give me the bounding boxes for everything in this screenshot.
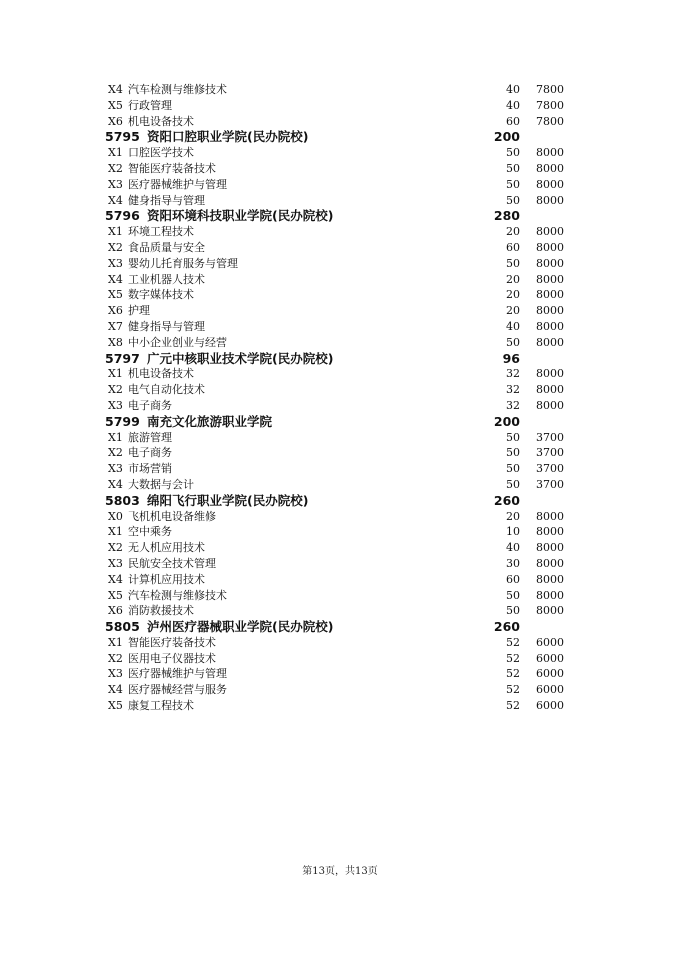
major-name: 飞机机电设备维修 xyxy=(128,509,216,523)
major-row xyxy=(0,524,680,540)
tuition-fee: 6000 xyxy=(536,683,564,697)
plan-count: 52 xyxy=(506,667,520,681)
major-row xyxy=(0,666,680,682)
major-code: X3 xyxy=(108,556,123,570)
plan-count: 50 xyxy=(506,477,520,491)
major-code: X1 xyxy=(108,367,123,381)
major-row xyxy=(0,477,680,493)
major-code: X5 xyxy=(108,288,123,302)
major-row xyxy=(0,588,680,604)
major-row xyxy=(0,398,680,414)
plan-count: 50 xyxy=(506,604,520,618)
major-row xyxy=(0,556,680,572)
school-code: 5796 xyxy=(105,208,140,224)
major-name: 电子商务 xyxy=(128,446,172,460)
school-plan-total: 96 xyxy=(502,350,520,366)
plan-count: 52 xyxy=(506,635,520,649)
plan-count: 20 xyxy=(506,509,520,523)
tuition-fee: 8000 xyxy=(536,193,564,207)
plan-count: 40 xyxy=(506,319,520,333)
major-row xyxy=(0,82,680,98)
tuition-fee: 3700 xyxy=(536,477,564,491)
school-code: 5795 xyxy=(105,129,140,145)
tuition-fee: 7800 xyxy=(536,83,564,96)
major-row xyxy=(0,319,680,335)
school-header-row xyxy=(0,493,680,509)
major-name: 机电设备技术 xyxy=(128,367,194,381)
major-name: 汽车检测与维修技术 xyxy=(128,83,227,96)
major-row xyxy=(0,540,680,556)
school-header-row xyxy=(0,351,680,367)
major-code: X1 xyxy=(108,225,123,239)
major-name: 护理 xyxy=(128,304,150,318)
tuition-fee: 8000 xyxy=(536,319,564,333)
plan-count: 50 xyxy=(506,193,520,207)
major-code: X6 xyxy=(108,304,123,318)
tuition-fee: 8000 xyxy=(536,304,564,318)
major-code: X2 xyxy=(108,651,123,665)
major-code: X5 xyxy=(108,98,123,112)
major-row xyxy=(0,382,680,398)
tuition-fee: 3700 xyxy=(536,462,564,476)
major-code: X4 xyxy=(108,272,123,286)
major-row xyxy=(0,161,680,177)
major-row xyxy=(0,287,680,303)
major-row xyxy=(0,145,680,161)
major-name: 口腔医学技术 xyxy=(128,146,194,160)
major-code: X4 xyxy=(108,193,123,207)
major-name: 医疗器械经营与服务 xyxy=(128,683,227,697)
major-row xyxy=(0,698,680,714)
major-code: X1 xyxy=(108,525,123,539)
tuition-fee: 8000 xyxy=(536,177,564,191)
major-code: X4 xyxy=(108,477,123,491)
school-plan-total: 200 xyxy=(493,413,520,429)
major-row xyxy=(0,603,680,619)
major-code: X6 xyxy=(108,604,123,618)
plan-count: 50 xyxy=(506,430,520,444)
major-code: X2 xyxy=(108,161,123,175)
major-name: 大数据与会计 xyxy=(128,477,194,491)
major-name: 市场营销 xyxy=(128,462,172,476)
major-row xyxy=(0,430,680,446)
school-header-row xyxy=(0,414,680,430)
plan-count: 40 xyxy=(506,541,520,555)
major-name: 智能医疗装备技术 xyxy=(128,161,216,175)
tuition-fee: 7800 xyxy=(536,114,564,128)
major-code: X0 xyxy=(108,509,123,523)
major-name: 食品质量与安全 xyxy=(128,240,205,254)
tuition-fee: 8000 xyxy=(536,256,564,270)
tuition-fee: 8000 xyxy=(536,509,564,523)
school-code: 5797 xyxy=(105,350,140,366)
school-plan-total: 280 xyxy=(493,208,520,224)
page-footer: 第13页，共13页 xyxy=(302,866,378,877)
major-row xyxy=(0,177,680,193)
major-code: X1 xyxy=(108,430,123,444)
major-code: X3 xyxy=(108,398,123,412)
major-name: 医疗器械维护与管理 xyxy=(128,667,227,681)
major-name: 电气自动化技术 xyxy=(128,383,205,397)
tuition-fee: 6000 xyxy=(536,699,564,713)
major-code: X7 xyxy=(108,319,123,333)
tuition-fee: 8000 xyxy=(536,541,564,555)
tuition-fee: 8000 xyxy=(536,272,564,286)
major-name: 智能医疗装备技术 xyxy=(128,635,216,649)
major-name: 汽车检测与维修技术 xyxy=(128,588,227,602)
tuition-fee: 7800 xyxy=(536,98,564,112)
major-code: X4 xyxy=(108,83,123,96)
plan-count: 32 xyxy=(506,367,520,381)
plan-count: 20 xyxy=(506,225,520,239)
tuition-fee: 8000 xyxy=(536,240,564,254)
school-code: 5799 xyxy=(105,413,140,429)
major-code: X3 xyxy=(108,256,123,270)
major-code: X2 xyxy=(108,383,123,397)
major-name: 无人机应用技术 xyxy=(128,541,205,555)
tuition-fee: 8000 xyxy=(536,556,564,570)
school-header-row xyxy=(0,129,680,145)
major-row xyxy=(0,635,680,651)
tuition-fee: 3700 xyxy=(536,430,564,444)
major-row xyxy=(0,98,680,114)
major-row xyxy=(0,461,680,477)
major-code: X3 xyxy=(108,177,123,191)
tuition-fee: 8000 xyxy=(536,383,564,397)
school-plan-total: 200 xyxy=(493,129,520,145)
plan-count: 20 xyxy=(506,272,520,286)
tuition-fee: 8000 xyxy=(536,525,564,539)
tuition-fee: 8000 xyxy=(536,572,564,586)
plan-count: 50 xyxy=(506,588,520,602)
tuition-fee: 8000 xyxy=(536,225,564,239)
major-row xyxy=(0,272,680,288)
major-name: 康复工程技术 xyxy=(128,699,194,713)
plan-count: 52 xyxy=(506,699,520,713)
school-name: 资阳口腔职业学院(民办院校) xyxy=(147,129,309,145)
plan-count: 32 xyxy=(506,398,520,412)
major-name: 健身指导与管理 xyxy=(128,193,205,207)
major-row xyxy=(0,240,680,256)
tuition-fee: 8000 xyxy=(536,161,564,175)
major-name: 民航安全技术管理 xyxy=(128,556,216,570)
major-name: 医用电子仪器技术 xyxy=(128,651,216,665)
major-name: 工业机器人技术 xyxy=(128,272,205,286)
school-name: 泸州医疗器械职业学院(民办院校) xyxy=(147,619,334,635)
major-row xyxy=(0,509,680,525)
plan-count: 50 xyxy=(506,146,520,160)
school-name: 绵阳飞行职业学院(民办院校) xyxy=(147,492,309,508)
tuition-fee: 8000 xyxy=(536,588,564,602)
major-name: 婴幼儿托育服务与管理 xyxy=(128,256,238,270)
tuition-fee: 8000 xyxy=(536,146,564,160)
major-code: X1 xyxy=(108,146,123,160)
major-name: 数字媒体技术 xyxy=(128,288,194,302)
major-code: X6 xyxy=(108,114,123,128)
major-name: 消防救援技术 xyxy=(128,604,194,618)
major-code: X8 xyxy=(108,335,123,349)
major-name: 电子商务 xyxy=(128,398,172,412)
major-code: X4 xyxy=(108,572,123,586)
plan-count: 10 xyxy=(506,525,520,539)
plan-count: 50 xyxy=(506,335,520,349)
tuition-fee: 8000 xyxy=(536,604,564,618)
plan-count: 60 xyxy=(506,114,520,128)
school-plan-total: 260 xyxy=(493,619,520,635)
plan-count: 60 xyxy=(506,572,520,586)
plan-count: 60 xyxy=(506,240,520,254)
tuition-fee: 3700 xyxy=(536,446,564,460)
major-row xyxy=(0,114,680,130)
school-name: 广元中核职业技术学院(民办院校) xyxy=(147,350,334,366)
plan-count: 50 xyxy=(506,446,520,460)
major-row xyxy=(0,651,680,667)
plan-count: 20 xyxy=(506,288,520,302)
plan-count: 40 xyxy=(506,98,520,112)
school-plan-total: 260 xyxy=(493,492,520,508)
school-header-row xyxy=(0,619,680,635)
plan-count: 50 xyxy=(506,256,520,270)
major-row xyxy=(0,224,680,240)
plan-count: 32 xyxy=(506,383,520,397)
major-row xyxy=(0,193,680,209)
major-row xyxy=(0,335,680,351)
enrollment-list xyxy=(0,82,680,714)
school-name: 南充文化旅游职业学院 xyxy=(147,413,273,429)
tuition-fee: 8000 xyxy=(536,335,564,349)
school-code: 5805 xyxy=(105,619,140,635)
tuition-fee: 6000 xyxy=(536,651,564,665)
tuition-fee: 6000 xyxy=(536,635,564,649)
major-code: X3 xyxy=(108,667,123,681)
major-name: 环境工程技术 xyxy=(128,225,194,239)
major-name: 旅游管理 xyxy=(128,430,172,444)
major-row xyxy=(0,366,680,382)
major-row xyxy=(0,682,680,698)
major-name: 医疗器械维护与管理 xyxy=(128,177,227,191)
major-code: X2 xyxy=(108,446,123,460)
major-row xyxy=(0,303,680,319)
major-code: X2 xyxy=(108,240,123,254)
major-name: 机电设备技术 xyxy=(128,114,194,128)
plan-count: 50 xyxy=(506,161,520,175)
tuition-fee: 8000 xyxy=(536,398,564,412)
major-row xyxy=(0,572,680,588)
plan-count: 52 xyxy=(506,683,520,697)
major-code: X4 xyxy=(108,683,123,697)
plan-count: 30 xyxy=(506,556,520,570)
major-code: X5 xyxy=(108,588,123,602)
plan-count: 50 xyxy=(506,177,520,191)
major-code: X3 xyxy=(108,462,123,476)
major-code: X5 xyxy=(108,699,123,713)
plan-count: 40 xyxy=(506,83,520,96)
major-name: 空中乘务 xyxy=(128,525,172,539)
school-header-row xyxy=(0,208,680,224)
school-code: 5803 xyxy=(105,492,140,508)
major-name: 中小企业创业与经营 xyxy=(128,335,227,349)
school-name: 资阳环境科技职业学院(民办院校) xyxy=(147,208,334,224)
major-row xyxy=(0,256,680,272)
major-code: X1 xyxy=(108,635,123,649)
major-name: 计算机应用技术 xyxy=(128,572,205,586)
major-name: 健身指导与管理 xyxy=(128,319,205,333)
plan-count: 50 xyxy=(506,462,520,476)
major-row xyxy=(0,445,680,461)
major-code: X2 xyxy=(108,541,123,555)
plan-count: 52 xyxy=(506,651,520,665)
major-name: 行政管理 xyxy=(128,98,172,112)
tuition-fee: 8000 xyxy=(536,288,564,302)
tuition-fee: 6000 xyxy=(536,667,564,681)
plan-count: 20 xyxy=(506,304,520,318)
tuition-fee: 8000 xyxy=(536,367,564,381)
